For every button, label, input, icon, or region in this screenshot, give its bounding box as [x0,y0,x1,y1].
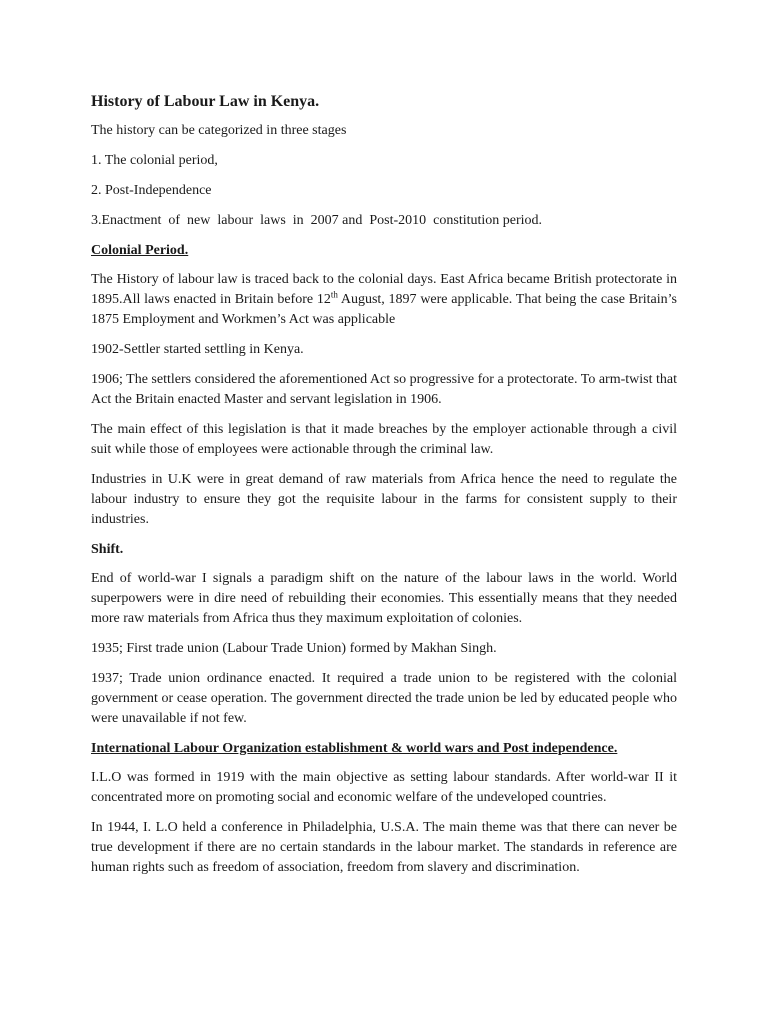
ilo-heading: International Labour Organization establishment & world wars and Post independence. [91,741,618,756]
stage-item: 3.Enactment of new labour laws in 2007 and Post-2010 constitution period. [91,213,543,228]
stage-item: 1. The colonial period, [91,153,218,168]
document-title: History of Labour Law in Kenya. [91,93,320,110]
document-page [91,92,677,888]
colonial-paragraph-1-part-a: The History of labour law is traced back to the colonial days. East Africa became British protectorate in 1895.All laws enacted in Britain before 12 [91,272,677,307]
shift-paragraph-1: End of world-war I signals a paradigm shift on the nature of the labour laws in the world. World superpowers were in dire need of rebuilding their economies. This essentially means that they needed more raw materials from Africa thus they maximum exploitation of colonies. [91,571,677,626]
colonial-paragraph-1 [91,270,677,330]
ordinal-superscript: th [330,289,338,300]
colonial-paragraph-1-part-b: August, 1897 were applicable. That being the case Britain’s 1875 Employment and Workmen’s Act was applicable [91,292,677,327]
shift-paragraph-2: 1935; First trade union (Labour Trade Union) formed by Makhan Singh. [91,641,497,656]
intro-paragraph: The history can be categorized in three stages [91,123,347,138]
ilo-paragraph-1: I.L.O was formed in 1919 with the main objective as setting labour standards. After world-war II it concentrated more on promoting social and economic welfare of the undeveloped countries. [91,770,677,805]
shift-heading: Shift. [91,542,124,557]
colonial-paragraph-5: Industries in U.K were in great demand of raw materials from Africa hence the need to regulate the labour industry to ensure they got the requisite labour in the farms for consistent supply to their industries. [91,472,677,527]
colonial-paragraph-2: 1902-Settler started settling in Kenya. [91,342,304,357]
ilo-paragraph-2: In 1944, I. L.O held a conference in Philadelphia, U.S.A. The main theme was that there can never be true development if there are no certain standards in the labour market. The standards in reference are human rights such as freedom of association, freedom from slavery and discrimination. [91,820,677,875]
colonial-period-heading: Colonial Period. [91,243,189,258]
stage-item: 2. Post-Independence [91,183,212,198]
colonial-paragraph-4: The main effect of this legislation is that it made breaches by the employer actionable through a civil suit while those of employees were actionable through the criminal law. [91,422,677,457]
colonial-paragraph-3: 1906; The settlers considered the aforementioned Act so progressive for a protectorate. To arm-twist that Act the Britain enacted Master and servant legislation in 1906. [91,372,677,407]
shift-paragraph-3: 1937; Trade union ordinance enacted. It required a trade union to be registered with the colonial government or cease operation. The government directed the trade union be led by educated people who were unavailable if not few. [91,671,677,726]
